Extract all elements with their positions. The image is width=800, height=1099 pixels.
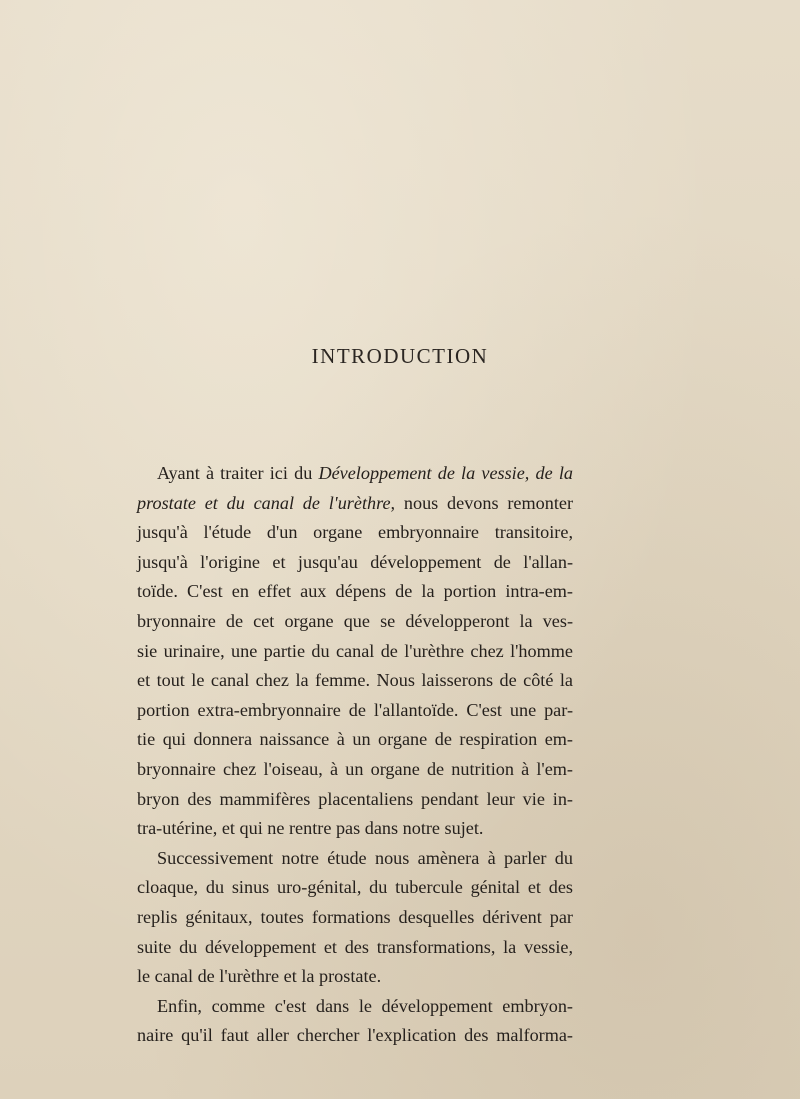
text-line [137, 755, 573, 785]
text-run: naire qu'il faut aller chercher l'explication des malforma- [137, 1025, 573, 1046]
text-line [137, 903, 573, 933]
text-line [137, 548, 573, 578]
text-line [137, 518, 573, 548]
text-run: Successivement notre étude nous amènera à parler du [157, 847, 573, 868]
text-line [137, 814, 573, 844]
text-run: tra-utérine, et qui ne rentre pas dans notre sujet. [137, 818, 484, 839]
text-run: portion extra-embryonnaire de l'allantoïde. C'est une par- [137, 699, 573, 720]
text-run: replis génitaux, toutes formations desquelles dérivent par [137, 906, 573, 927]
text-run: suite du développement et des transformations, la vessie, [137, 936, 573, 957]
text-line [137, 962, 573, 992]
body-text [137, 459, 573, 1051]
text-run: bryonnaire de cet organe que se développeront la ves- [137, 610, 573, 631]
italic-title: prostate et du canal de l'urèthre, [137, 492, 396, 513]
text-line [137, 696, 573, 726]
text-run: cloaque, du sinus uro-génital, du tubercule génital et des [137, 877, 573, 898]
text-line [137, 725, 573, 755]
text-line [137, 666, 573, 696]
text-run: le canal de l'urèthre et la prostate. [137, 966, 382, 987]
bleed-through-text [140, 150, 660, 450]
text-line [137, 1021, 573, 1051]
text-line [137, 933, 573, 963]
text-run: Enfin, comme c'est dans le développement embryon- [157, 995, 573, 1016]
text-run: bryonnaire chez l'oiseau, à un organe de nutrition à l'em- [137, 758, 573, 779]
text-run: nous devons remonter [395, 492, 573, 513]
text-line [137, 873, 573, 903]
text-run: bryon des mammifères placentaliens pendant leur vie in- [137, 788, 573, 809]
section-heading: INTRODUCTION [311, 344, 489, 368]
text-run: et tout le canal chez la femme. Nous laisserons de côté la [137, 670, 573, 691]
text-line [137, 607, 573, 637]
text-line [137, 992, 573, 1022]
text-run: sie urinaire, une partie du canal de l'urèthre chez l'homme [137, 640, 573, 661]
text-run: jusqu'à l'origine et jusqu'au développement de l'allan- [137, 551, 573, 572]
text-line [137, 577, 573, 607]
text-run: toïde. C'est en effet aux dépens de la portion intra-em- [137, 581, 573, 602]
text-line [137, 459, 573, 489]
text-line [137, 489, 573, 519]
text-line [137, 637, 573, 667]
text-run: Ayant à traiter ici du [157, 463, 319, 483]
text-line [137, 844, 573, 874]
text-run: jusqu'à l'étude d'un organe embryonnaire transitoire, [137, 522, 573, 543]
text-line [137, 785, 573, 815]
text-run: tie qui donnera naissance à un organe de respiration em- [137, 729, 573, 750]
italic-title: Développement de la vessie, de la [318, 463, 573, 483]
